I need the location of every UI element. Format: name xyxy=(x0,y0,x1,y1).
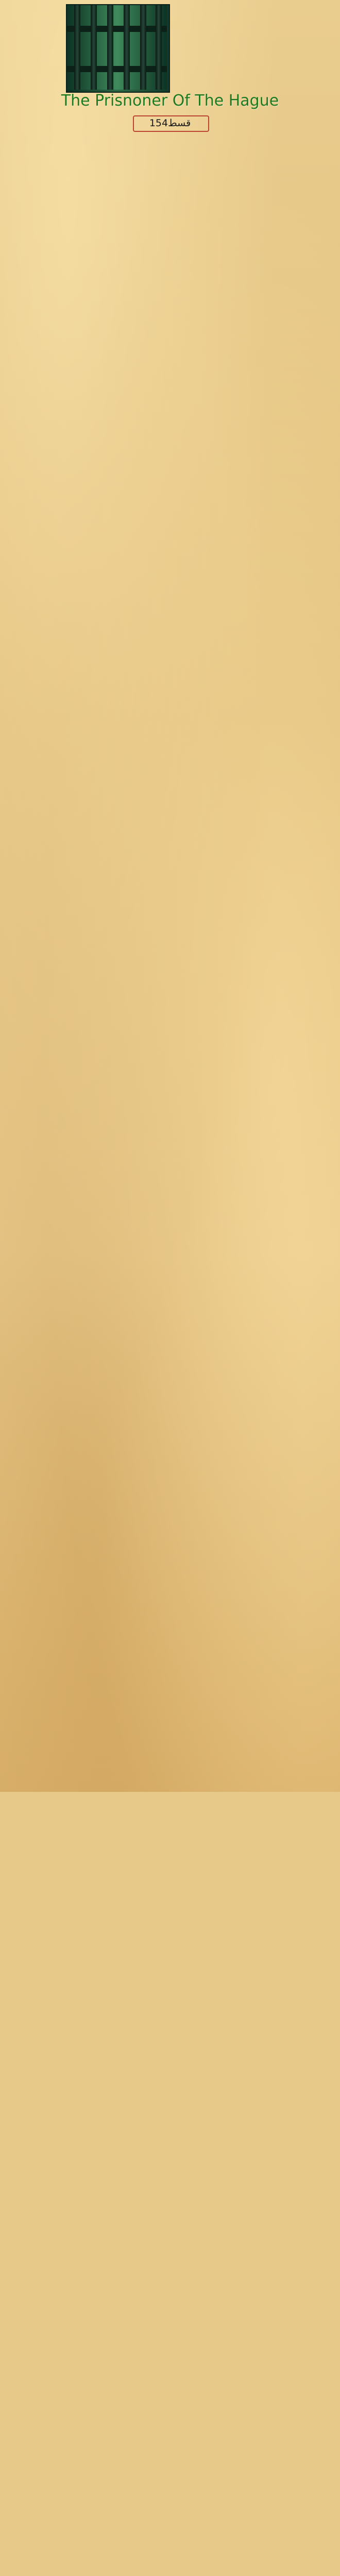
body-line xyxy=(8,519,332,531)
body-line xyxy=(8,2452,332,2463)
body-line xyxy=(8,531,332,542)
body-line xyxy=(8,1160,332,1171)
body-line xyxy=(8,368,332,379)
article-body xyxy=(8,135,332,1762)
body-line xyxy=(8,962,332,973)
body-line xyxy=(8,938,332,950)
body-line xyxy=(8,636,332,647)
body-line xyxy=(8,869,332,880)
body-line xyxy=(8,1066,332,1078)
body-line xyxy=(8,158,332,170)
body-line xyxy=(8,2219,332,2230)
body-line xyxy=(8,2476,332,2487)
body-line xyxy=(8,2464,332,2475)
body-line xyxy=(8,1730,332,1741)
body-line xyxy=(8,1148,332,1159)
body-line xyxy=(8,2534,332,2545)
body-line xyxy=(8,2114,332,2126)
body-line xyxy=(8,1404,332,1415)
body-line xyxy=(8,1393,332,1404)
body-line xyxy=(8,1811,332,1823)
body-line xyxy=(8,240,332,251)
body-line xyxy=(8,1846,332,1858)
body-line xyxy=(8,2208,332,2219)
prison-bars-image xyxy=(66,4,170,93)
body-line xyxy=(8,1800,332,1811)
body-line xyxy=(8,2487,332,2498)
body-line xyxy=(8,845,332,857)
body-line xyxy=(8,1416,332,1427)
body-line xyxy=(8,996,332,1008)
body-line xyxy=(8,2312,332,2324)
body-line xyxy=(8,1928,332,1939)
body-line xyxy=(8,403,332,414)
body-line xyxy=(8,729,332,740)
body-line xyxy=(8,2522,332,2533)
body-line xyxy=(8,1753,332,1765)
body-line xyxy=(8,2359,332,2370)
body-line xyxy=(8,2266,332,2277)
body-line xyxy=(8,613,332,624)
body-line xyxy=(8,356,332,367)
body-line xyxy=(8,2161,332,2172)
body-line xyxy=(8,857,332,868)
body-line xyxy=(8,1707,332,1718)
body-line xyxy=(8,2056,332,2067)
body-line xyxy=(8,461,332,472)
body-line xyxy=(8,554,332,566)
body-line xyxy=(8,1078,332,1090)
body-line xyxy=(8,1986,332,1997)
body-line xyxy=(8,1998,332,2009)
header-banner xyxy=(0,0,340,112)
body-line xyxy=(8,2429,332,2440)
body-line xyxy=(8,1695,332,1706)
body-line xyxy=(8,2301,332,2312)
body-line xyxy=(8,1474,332,1485)
body-line xyxy=(8,1788,332,1800)
body-line xyxy=(8,2091,332,2103)
body-line xyxy=(8,2010,332,2021)
body-line xyxy=(8,1334,332,1346)
body-line xyxy=(8,1287,332,1299)
body-line xyxy=(8,2149,332,2161)
body-line xyxy=(8,205,332,216)
body-line xyxy=(8,2557,332,2568)
body-line xyxy=(8,764,332,775)
body-line xyxy=(8,1113,332,1124)
body-line xyxy=(8,752,332,764)
body-line xyxy=(8,834,332,845)
body-line xyxy=(8,380,332,391)
body-line xyxy=(8,228,332,240)
body-line xyxy=(8,1486,332,1497)
body-line xyxy=(8,1882,332,1893)
body-line xyxy=(8,1952,332,1963)
body-line xyxy=(8,1229,332,1241)
body-line xyxy=(8,1649,332,1660)
body-line xyxy=(8,543,332,554)
body-line xyxy=(8,892,332,903)
body-line xyxy=(8,1672,332,1683)
body-line xyxy=(8,1963,332,1974)
body-line xyxy=(8,915,332,926)
body-line xyxy=(8,1614,332,1625)
body-line xyxy=(8,1590,332,1602)
body-line xyxy=(8,2079,332,2091)
body-line xyxy=(8,333,332,344)
urdu-title-right xyxy=(194,4,331,93)
body-line xyxy=(8,1660,332,1672)
body-line xyxy=(8,2126,332,2138)
body-line xyxy=(8,263,332,275)
body-line xyxy=(8,1555,332,1567)
body-line xyxy=(8,601,332,612)
body-line xyxy=(8,2394,332,2405)
body-line xyxy=(8,1090,332,1101)
body-line xyxy=(8,2347,332,2359)
body-line xyxy=(8,1509,332,1520)
body-line xyxy=(8,1241,332,1252)
body-line xyxy=(8,671,332,682)
body-line xyxy=(8,1253,332,1264)
english-title: The Prisnoner Of The Hague xyxy=(61,92,279,110)
body-line xyxy=(8,1451,332,1462)
body-line xyxy=(8,787,332,799)
body-line xyxy=(8,904,332,915)
body-line xyxy=(8,2184,332,2196)
body-line xyxy=(8,1137,332,1148)
body-line xyxy=(8,391,332,402)
body-line xyxy=(8,1101,332,1113)
body-line xyxy=(8,1218,332,1229)
body-line xyxy=(8,1020,332,1031)
author-credit xyxy=(0,1766,340,1787)
body-line xyxy=(8,2370,332,2382)
body-line xyxy=(8,1381,332,1392)
body-line xyxy=(8,507,332,519)
body-line xyxy=(8,2196,332,2207)
body-line xyxy=(8,2103,332,2114)
body-line xyxy=(8,1439,332,1450)
body-line xyxy=(8,2324,332,2335)
body-line xyxy=(8,1206,332,1217)
body-line xyxy=(8,1195,332,1206)
body-line xyxy=(8,181,332,193)
body-line xyxy=(8,1893,332,1905)
body-line xyxy=(8,2243,332,2254)
body-line xyxy=(8,694,332,705)
body-line xyxy=(8,286,332,298)
body-line xyxy=(8,2289,332,2300)
body-line xyxy=(8,985,332,996)
prison-bars-icon xyxy=(67,5,167,90)
body-line xyxy=(8,1870,332,1881)
body-line xyxy=(8,1428,332,1439)
urdu-title-left xyxy=(4,5,62,93)
body-line xyxy=(8,147,332,158)
body-line xyxy=(8,2499,332,2510)
body-line xyxy=(8,426,332,437)
body-line xyxy=(8,589,332,600)
body-line xyxy=(8,216,332,228)
body-line xyxy=(8,1497,332,1509)
body-line xyxy=(8,2335,332,2347)
body-line xyxy=(8,1917,332,1928)
body-line xyxy=(8,1031,332,1043)
body-line xyxy=(8,1346,332,1357)
body-line xyxy=(8,1299,332,1311)
body-line xyxy=(8,2510,332,2521)
body-line xyxy=(8,880,332,891)
body-line xyxy=(8,1835,332,1846)
body-line xyxy=(8,2441,332,2452)
body-line xyxy=(8,2044,332,2056)
body-line xyxy=(8,1055,332,1066)
body-line xyxy=(8,822,332,833)
body-line xyxy=(8,647,332,658)
body-line xyxy=(8,1905,332,1916)
body-line xyxy=(8,2568,332,2576)
body-line xyxy=(8,1125,332,1136)
body-line xyxy=(8,1183,332,1194)
body-line xyxy=(8,2021,332,2032)
body-line xyxy=(8,193,332,205)
body-line xyxy=(8,566,332,577)
body-line xyxy=(8,2417,332,2429)
body-line xyxy=(8,775,332,787)
body-line xyxy=(8,484,332,496)
body-line xyxy=(8,345,332,356)
body-line xyxy=(8,1323,332,1334)
body-line xyxy=(8,449,332,461)
body-line xyxy=(8,170,332,181)
body-line xyxy=(8,1637,332,1648)
body-line xyxy=(8,1742,332,1753)
body-line xyxy=(8,2173,332,2184)
body-line xyxy=(8,1823,332,1835)
body-line xyxy=(8,1369,332,1381)
body-line xyxy=(8,251,332,263)
body-line xyxy=(8,1043,332,1055)
body-line xyxy=(8,2254,332,2265)
body-line xyxy=(8,1171,332,1182)
body-line xyxy=(8,321,332,333)
body-line xyxy=(8,1532,332,1544)
body-line xyxy=(8,275,332,286)
body-line xyxy=(8,1858,332,1870)
body-line xyxy=(8,799,332,810)
body-line xyxy=(8,1625,332,1637)
body-line xyxy=(8,1008,332,1020)
body-line xyxy=(8,682,332,693)
body-line xyxy=(8,1579,332,1590)
body-line xyxy=(8,438,332,449)
body-line xyxy=(8,2545,332,2556)
body-line xyxy=(8,2277,332,2289)
body-line xyxy=(8,1940,332,1951)
body-line xyxy=(8,1684,332,1695)
body-line xyxy=(8,1462,332,1473)
body-line xyxy=(8,1311,332,1323)
body-line xyxy=(8,472,332,484)
body-line xyxy=(8,740,332,752)
body-line xyxy=(8,1264,332,1276)
body-line xyxy=(8,659,332,670)
body-line xyxy=(8,1358,332,1369)
body-line xyxy=(8,1276,332,1287)
body-line xyxy=(8,705,332,717)
body-line xyxy=(8,2405,332,2417)
body-line xyxy=(8,1520,332,1532)
body-line xyxy=(8,414,332,426)
body-line xyxy=(8,717,332,728)
body-line xyxy=(8,310,332,321)
body-line xyxy=(8,1719,332,1730)
body-line xyxy=(8,1602,332,1614)
body-line xyxy=(8,2033,332,2044)
body-line xyxy=(8,810,332,822)
body-line xyxy=(8,973,332,985)
body-line xyxy=(8,1567,332,1579)
body-line xyxy=(8,496,332,507)
episode-label: قسط154 xyxy=(149,117,191,129)
body-line xyxy=(8,298,332,309)
body-line xyxy=(8,2068,332,2079)
body-line xyxy=(8,135,332,146)
body-line xyxy=(8,624,332,635)
body-line xyxy=(8,927,332,938)
body-line xyxy=(8,2138,332,2149)
body-line xyxy=(8,950,332,961)
body-line xyxy=(8,2231,332,2242)
body-line xyxy=(8,578,332,589)
body-line xyxy=(8,2382,332,2394)
body-line xyxy=(8,1975,332,1986)
body-line xyxy=(8,1544,332,1555)
